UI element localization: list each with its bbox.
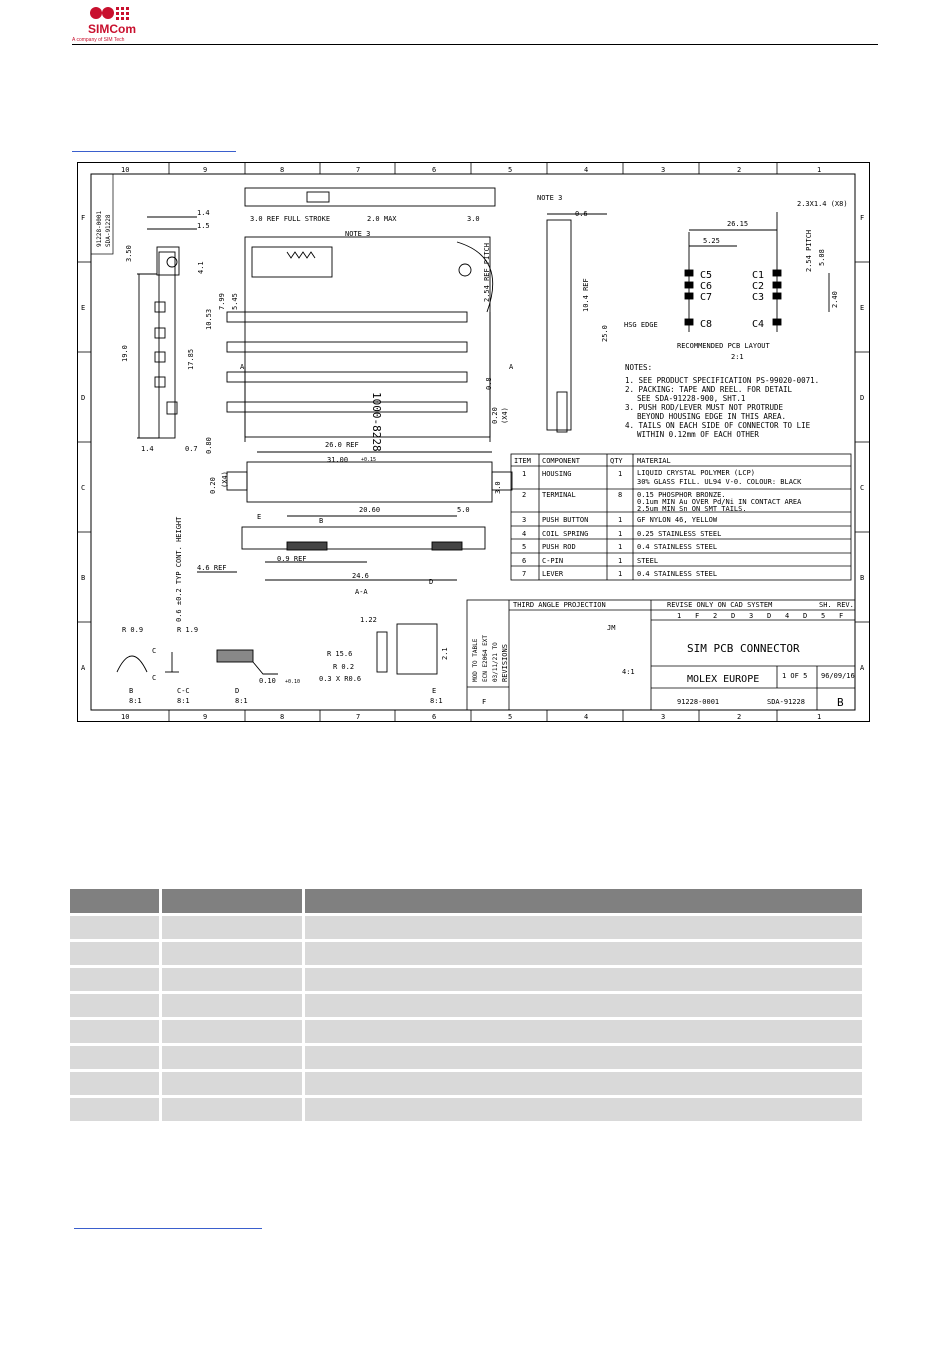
housing-stamp: 1000-8228 (370, 392, 383, 452)
bom-header-component: COMPONENT (542, 457, 580, 465)
pcb-pad-size: 2.3X1.4 (X8) (797, 200, 848, 208)
table-row (70, 1020, 862, 1043)
bom-component-6: C-PIN (542, 557, 564, 565)
tb-rev-cell-4: D (731, 612, 736, 620)
detail-d-scale: 8:1 (235, 697, 248, 705)
heading-link-underline[interactable] (72, 151, 236, 152)
dim-5-45: 5.45 (231, 293, 239, 310)
pcb-layout-title: RECOMMENDED PCB LAYOUT (677, 342, 770, 350)
table-cell (162, 916, 302, 939)
header-rule (72, 44, 878, 45)
dim-cont-height: 0.6 ±0.2 TYP CONT. HEIGHT (175, 516, 183, 622)
detail-dia-2-1: 2.1 (441, 647, 449, 660)
dim-0-6: 0.6 (575, 210, 588, 218)
bom-header-qty: QTY (610, 457, 623, 465)
table-cell (305, 994, 862, 1017)
dim-0-80: 0.80 (205, 437, 213, 454)
tb-rev-cell-10: F (839, 612, 844, 620)
section-aa-label: A-A (355, 588, 368, 596)
dim-3-0: 3.0 (467, 215, 480, 223)
pcb-dim-2-40: 2.40 (831, 291, 839, 308)
tb-rev-date: 03/11/21 TO (492, 642, 499, 682)
section-mark-a-right: A (509, 363, 514, 371)
grid-row-f-right: F (860, 214, 865, 222)
table-cell (162, 1020, 302, 1043)
tb-size: B (837, 696, 844, 709)
bom-qty-2: 8 (618, 491, 623, 499)
sim-connector-drawing (77, 162, 870, 722)
note-2b: SEE SDA-91228-900, SHT.1 (637, 394, 746, 403)
dim-3-50: 3.50 (125, 245, 133, 262)
table-cell (70, 916, 159, 939)
logo-tagline: A company of SIM Tech (72, 37, 125, 43)
table-header-cell (70, 889, 159, 913)
bom-component-1: HOUSING (542, 470, 572, 478)
detail-b-label: B (129, 687, 134, 695)
bom-item-2: 2 (522, 491, 527, 499)
bom-material-7: 0.4 STAINLESS STEEL (637, 570, 718, 578)
grid-col-1-bottom: 1 (817, 713, 822, 721)
pcb-c5: C5 (700, 270, 713, 281)
grid-row-a: A (81, 664, 86, 672)
note-4b: WITHIN 0.12mm OF EACH OTHER (637, 430, 759, 439)
tb-rev-cell-1: 1 (677, 612, 682, 620)
table-header-cell (162, 889, 302, 913)
note-3-label-b: NOTE 3 (345, 230, 371, 238)
grid-row-b-right: B (860, 574, 865, 582)
table-cell (305, 942, 862, 965)
detail-c-bottom: C (152, 674, 157, 682)
bom-component-5: PUSH ROD (542, 543, 576, 551)
bom-component-7: LEVER (542, 570, 564, 578)
tb-doc-number: SDA-91228 (767, 698, 805, 706)
dim-31-tol: +0.15 (361, 457, 377, 463)
bom-qty-3: 1 (618, 516, 623, 524)
dim-20-60: 20.60 (359, 506, 381, 514)
pcb-c3: C3 (752, 292, 765, 303)
table-row (70, 942, 862, 965)
tb-rev-letter: F (482, 698, 487, 706)
detail-r15-6: R 15.6 (327, 650, 353, 658)
bom-item-3: 3 (522, 516, 527, 524)
table-cell (162, 1098, 302, 1121)
detail-0-10: 0.10 (259, 677, 276, 685)
doc-number-vertical: SDA-91228 (105, 214, 112, 247)
bom-component-3: PUSH BUTTON (542, 516, 589, 524)
table-cell (70, 942, 159, 965)
pcb-c1: C1 (752, 270, 765, 281)
bom-material-6: STEEL (637, 557, 659, 565)
bom-item-6: 6 (522, 557, 527, 565)
detail-0-10-tol: +0.10 (285, 679, 301, 685)
tb-part-number: 91228-0001 (677, 698, 720, 706)
detail-r0-2: R 0.2 (333, 663, 355, 671)
logo-wordmark: SIMCom (88, 22, 136, 36)
bom-material-1b: 30% GLASS FILL. UL94 V-0. COLOUR: BLACK (637, 478, 802, 486)
bom-item-7: 7 (522, 570, 527, 578)
note-3b: BEYOND HOUSING EDGE IN THIS AREA. (637, 412, 787, 421)
grid-row-e: E (81, 304, 86, 312)
bom-material-2b: 0.1um MIN Au OVER Pd/Ni IN CONTACT AREA (637, 498, 802, 506)
bom-material-2c: 2.5um MIN Sn ON SMT TAILS. (637, 505, 747, 513)
detail-e-mark: E (257, 513, 262, 521)
grid-col-8-bottom: 8 (280, 713, 285, 721)
dim-0-8: 0.8 (485, 377, 493, 390)
table-cell (305, 968, 862, 991)
detail-b-mark: B (319, 517, 324, 525)
grid-col-5-bottom: 5 (508, 713, 513, 721)
detail-r1-9: R 1.9 (177, 626, 199, 634)
dim-x4-left: (X4) (221, 471, 229, 488)
tb-scale: 4:1 (622, 668, 635, 676)
table-header-cell (305, 889, 862, 913)
tb-rev: REV. (837, 601, 854, 609)
notes-heading: NOTES: (625, 363, 653, 372)
part-number-vertical: 91228-0001 (96, 210, 103, 247)
tb-company: MOLEX EUROPE (687, 674, 760, 685)
table-row (70, 916, 862, 939)
bom-component-2: TERMINAL (542, 491, 576, 499)
dim-4-1: 4.1 (197, 261, 205, 274)
note-3-label: NOTE 3 (537, 194, 563, 202)
grid-col-6-bottom: 6 (432, 713, 437, 721)
dim-2-0-max: 2.0 MAX (367, 215, 397, 223)
dim-17-85: 17.85 (187, 348, 195, 370)
pcb-c8: C8 (700, 319, 713, 330)
dim-2-54-pitch: 2.54 REF PITCH (483, 242, 491, 302)
tb-drawn-by: JM (607, 624, 616, 632)
detail-e-scale: 8:1 (430, 697, 443, 705)
grid-col-4: 4 (584, 166, 589, 174)
pcb-c6: C6 (700, 281, 713, 292)
dim-x4-right: (X4) (501, 407, 509, 424)
dim-10-4-ref: 10.4 REF (582, 278, 590, 312)
dim-3-0-b: 3.0 (494, 481, 502, 494)
grid-col-2: 2 (737, 166, 742, 174)
table-cell (70, 994, 159, 1017)
grid-col-7: 7 (356, 166, 361, 174)
bom-material-2a: 0.15 PHOSPHOR BRONZE. (637, 491, 726, 499)
dim-1-4-bottom: 1.4 (141, 445, 154, 453)
table-row (70, 1046, 862, 1069)
grid-col-9: 9 (203, 166, 208, 174)
table-row (70, 968, 862, 991)
dim-0-20-left: 0.20 (209, 477, 217, 494)
bom-component-4: COIL SPRING (542, 530, 589, 538)
bom-qty-5: 1 (618, 543, 623, 551)
bom-qty-6: 1 (618, 557, 623, 565)
grid-row-f: F (81, 214, 86, 222)
detail-chamfer: 0.3 X R0.6 (319, 675, 362, 683)
dim-31-00: 31.00 (327, 456, 349, 464)
note-1: 1. SEE PRODUCT SPECIFICATION PS-99020-0071. (625, 376, 820, 385)
pcb-dim-26-15: 26.15 (727, 220, 749, 228)
grid-col-3-bottom: 3 (661, 713, 666, 721)
grid-row-c: C (81, 484, 86, 492)
tb-sheet: 1 OF 5 (782, 672, 808, 680)
note-2a: 2. PACKING: TAPE AND REEL. FOR DETAIL (625, 385, 793, 394)
table-cell (70, 1098, 159, 1121)
bom-item-1: 1 (522, 470, 527, 478)
dim-1-5: 1.5 (197, 222, 210, 230)
detail-cc-scale: 8:1 (177, 697, 190, 705)
tb-revise: REVISE ONLY ON CAD SYSTEM (667, 601, 773, 609)
tb-rev-cell-2: F (695, 612, 700, 620)
section-mark-a-left: A (240, 363, 245, 371)
grid-col-9-bottom: 9 (203, 713, 208, 721)
tb-rev-ecn: ECN E2064 EXT (482, 635, 489, 682)
tb-rev-cell-9: 5 (821, 612, 826, 620)
dim-0-7: 0.7 (185, 445, 198, 453)
tb-rev-cell-3: 2 (713, 612, 718, 620)
table-cell (305, 1098, 862, 1121)
table-cell (305, 1046, 862, 1069)
pcb-pitch: 2.54 PITCH (805, 229, 813, 272)
pcb-hsg-edge: HSG EDGE (624, 321, 658, 329)
tb-rev-cell-5: 3 (749, 612, 754, 620)
tb-revisions-label: REVISIONS (501, 644, 509, 682)
grid-row-a-right: A (860, 664, 865, 672)
grid-row-d-right: D (860, 394, 865, 402)
grid-col-8: 8 (280, 166, 285, 174)
table-cell (162, 942, 302, 965)
bom-material-1a: LIQUID CRYSTAL POLYMER (LCP) (637, 469, 756, 477)
pcb-layout-scale: 2:1 (731, 353, 744, 361)
footer-link-underline[interactable] (74, 1228, 262, 1229)
grid-row-e-right: E (860, 304, 865, 312)
dim-19-0: 19.0 (121, 345, 129, 362)
dim-1-4: 1.4 (197, 209, 210, 217)
bom-qty-1: 1 (618, 470, 623, 478)
bom-item-4: 4 (522, 530, 527, 538)
bom-material-3: GF NYLON 46, YELLOW (637, 516, 718, 524)
detail-1-22: 1.22 (360, 616, 377, 624)
detail-c-top: C (152, 647, 157, 655)
grid-col-5: 5 (508, 166, 513, 174)
bom-item-5: 5 (522, 543, 527, 551)
detail-d-label: D (235, 687, 240, 695)
dim-0-9-ref: 0.9 REF (277, 555, 307, 563)
tb-rev-cell-7: 4 (785, 612, 790, 620)
bom-material-4: 0.25 STAINLESS STEEL (637, 530, 722, 538)
table-cell (162, 1072, 302, 1095)
tb-projection: THIRD ANGLE PROJECTION (513, 601, 606, 609)
tb-rev-note: MOD TO TABLE (472, 638, 479, 682)
table-cell (162, 1046, 302, 1069)
dim-26-0-ref: 26.0 REF (325, 441, 359, 449)
dim-25-0: 25.0 (601, 325, 609, 342)
grid-row-b: B (81, 574, 86, 582)
tb-sh: SH. (819, 601, 832, 609)
table-cell (162, 968, 302, 991)
detail-d-mark: D (429, 578, 434, 586)
dim-4-6-ref: 4.6 REF (197, 564, 227, 572)
note-3a: 3. PUSH ROD/LEVER MUST NOT PROTRUDE (625, 403, 784, 412)
dim-0-20-right: 0.20 (491, 407, 499, 424)
pcb-c4: C4 (752, 319, 765, 330)
pcb-dim-5-25: 5.25 (703, 237, 720, 245)
grid-col-6: 6 (432, 166, 437, 174)
bom-qty-4: 1 (618, 530, 623, 538)
pcb-dim-5-08: 5.08 (818, 249, 826, 266)
detail-cc-label: C-C (177, 687, 190, 695)
grid-col-10: 10 (121, 166, 130, 174)
dim-5-0: 5.0 (457, 506, 470, 514)
dim-7-99: 7.99 (218, 293, 226, 310)
dim-full-stroke: 3.0 REF FULL STROKE (250, 215, 331, 223)
pin-assignment-table (67, 886, 865, 1124)
grid-col-3: 3 (661, 166, 666, 174)
table-row (70, 1098, 862, 1121)
grid-col-4-bottom: 4 (584, 713, 589, 721)
detail-b-scale: 8:1 (129, 697, 142, 705)
table-cell (70, 1072, 159, 1095)
detail-e-label: E (432, 687, 437, 695)
table-cell (162, 994, 302, 1017)
grid-row-d: D (81, 394, 86, 402)
table-header-row (70, 889, 862, 913)
pcb-c7: C7 (700, 292, 713, 303)
dim-24-6: 24.6 (352, 572, 369, 580)
grid-col-2-bottom: 2 (737, 713, 742, 721)
table-cell (70, 1020, 159, 1043)
grid-col-1: 1 (817, 166, 822, 174)
grid-col-7-bottom: 7 (356, 713, 361, 721)
grid-col-10-bottom: 10 (121, 713, 130, 721)
bom-header-material: MATERIAL (637, 457, 671, 465)
bom-header-item: ITEM (514, 457, 531, 465)
table-cell (70, 1046, 159, 1069)
tb-date: 96/09/16 (821, 672, 855, 680)
bom-qty-7: 1 (618, 570, 623, 578)
table-row (70, 1072, 862, 1095)
pcb-c2: C2 (752, 281, 765, 292)
detail-r0-9: R 0.9 (122, 626, 144, 634)
grid-row-c-right: C (860, 484, 865, 492)
tb-rev-cell-8: D (803, 612, 808, 620)
table-cell (305, 1020, 862, 1043)
table-row (70, 994, 862, 1017)
note-4a: 4. TAILS ON EACH SIDE OF CONNECTOR TO LIE (625, 421, 811, 430)
tb-title: SIM PCB CONNECTOR (687, 642, 800, 655)
table-cell (70, 968, 159, 991)
table-cell (305, 916, 862, 939)
bom-material-5: 0.4 STAINLESS STEEL (637, 543, 718, 551)
tb-rev-cell-6: D (767, 612, 772, 620)
table-cell (305, 1072, 862, 1095)
dim-10-53: 10.53 (205, 308, 213, 330)
